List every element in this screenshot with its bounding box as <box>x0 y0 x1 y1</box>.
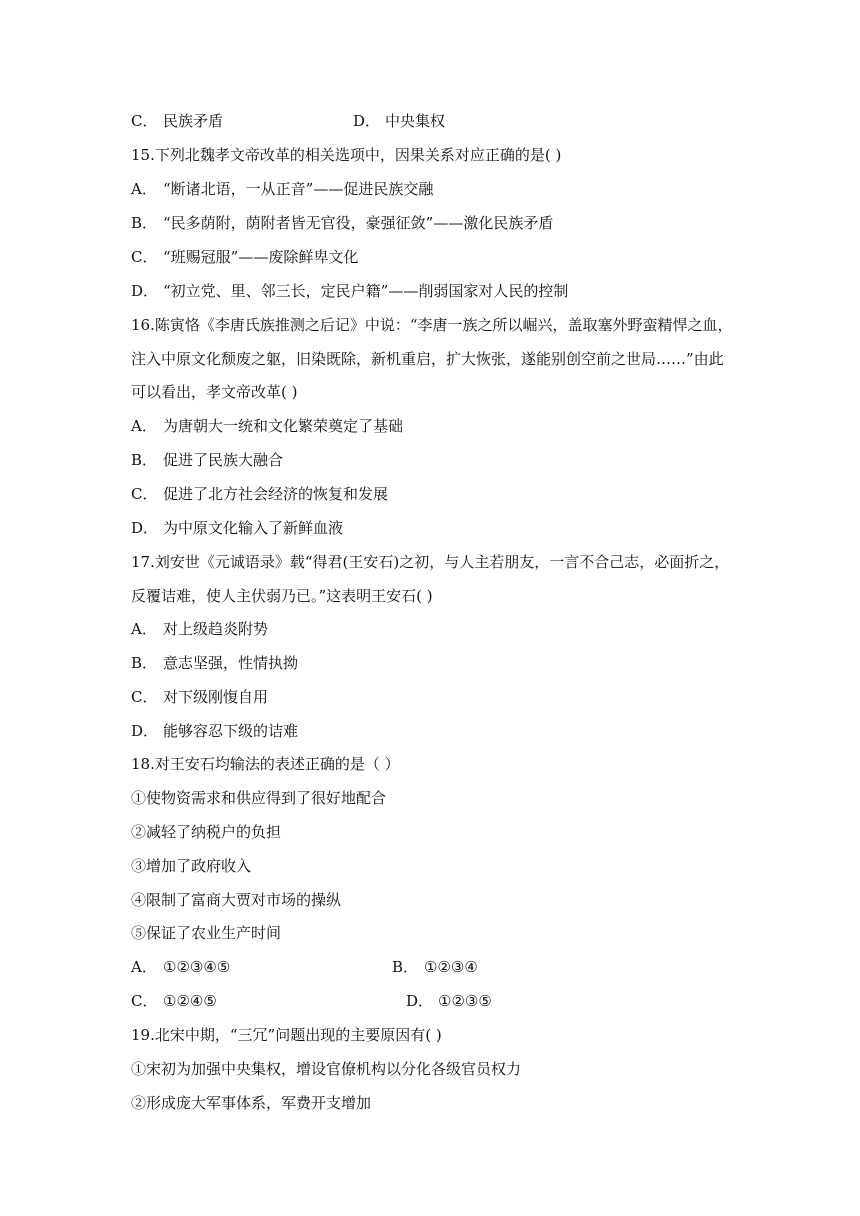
option-text: “班赐冠服”——废除鲜卑文化 <box>163 248 359 266</box>
q18-stem: 18.对王安石均输法的表述正确的是（ ） <box>131 755 400 773</box>
option-text: 能够容忍下级的诘难 <box>163 722 299 740</box>
q19-item: ①宋初为加强中央集权，增设官僚机构以分化各级官员权力 <box>131 1060 522 1078</box>
option-label: A． <box>131 958 157 976</box>
option-label: B． <box>131 214 158 232</box>
option-text: 促进了北方社会经济的恢复和发展 <box>163 485 389 503</box>
q17-stem-line: 反覆诘难，使人主伏弱乃已。”这表明王安石( ) <box>131 587 433 605</box>
option-text: 民族矛盾 <box>163 112 224 130</box>
q17-option-b <box>131 653 298 673</box>
option-label: D． <box>406 992 434 1010</box>
q16-stem-line: 注入中原文化颓废之躯，旧染既除，新机重启，扩大恢张，遂能别创空前之世局……”由此 <box>131 350 724 368</box>
q17-option-c <box>131 687 268 707</box>
option-label: D． <box>131 282 159 300</box>
option-label: A． <box>131 620 157 638</box>
q15-option-c <box>131 247 358 267</box>
option-label: C． <box>131 688 158 706</box>
q18-item: ④限制了富商大贾对市场的操纵 <box>131 891 342 909</box>
option-text: ①②③④⑤ <box>163 958 231 976</box>
option-text: 为唐朝大一统和文化繁荣奠定了基础 <box>163 417 404 435</box>
q19-item: ②形成庞大军事体系，军费开支增加 <box>131 1094 372 1112</box>
option-text: ①②③⑤ <box>438 992 492 1010</box>
option-text: ①②③④ <box>424 958 478 976</box>
option-text: 对上级趋炎附势 <box>163 620 269 638</box>
option-label: A． <box>131 180 157 198</box>
q14-option-d <box>353 111 445 131</box>
option-label: C． <box>131 112 158 130</box>
q19-stem: 19.北宋中期，“三冗”问题出现的主要原因有( ) <box>131 1026 442 1044</box>
option-text: ①②④⑤ <box>163 992 217 1010</box>
q18-item: ①使物资需求和供应得到了很好地配合 <box>131 789 387 807</box>
q18-item: ⑤保证了农业生产时间 <box>131 924 282 942</box>
option-text: 对下级刚愎自用 <box>163 688 269 706</box>
option-label: D． <box>353 112 381 130</box>
q16-option-c <box>131 484 388 504</box>
option-text: 促进了民族大融合 <box>163 451 284 469</box>
q15-option-b <box>131 213 553 233</box>
option-label: D． <box>131 722 159 740</box>
option-text: “断诸北语，一从正音”——促进民族交融 <box>163 180 434 198</box>
q18-item: ②减轻了纳税户的负担 <box>131 823 282 841</box>
option-label: B． <box>392 958 419 976</box>
q18-item: ③增加了政府收入 <box>131 857 252 875</box>
option-label: C． <box>131 248 158 266</box>
q16-option-d <box>131 518 343 538</box>
q16-option-b <box>131 450 283 470</box>
option-text: 中央集权 <box>385 112 446 130</box>
q14-option-c <box>131 111 223 131</box>
option-label: B． <box>131 654 158 672</box>
option-label: B． <box>131 451 158 469</box>
q16-stem-line: 16.陈寅恪《李唐氏族推测之后记》中说：“李唐一族之所以崛兴，盖取塞外野蛮精悍之血， <box>131 316 733 334</box>
option-text: 为中原文化输入了新鲜血液 <box>163 519 344 537</box>
q18-option-b <box>392 957 478 977</box>
option-text: “初立党、里、邻三长，定民户籍”——削弱国家对人民的控制 <box>163 282 569 300</box>
q17-stem-line: 17.刘安世《元诚语录》载“得君(王安石)之初，与人主若朋友，一言不合己志，必面折之， <box>131 553 730 571</box>
option-label: C． <box>131 992 158 1010</box>
q18-option-a <box>131 957 230 977</box>
q15-stem: 15.下列北魏孝文帝改革的相关选项中，因果关系对应正确的是( ) <box>131 146 562 164</box>
q18-option-c <box>131 991 217 1011</box>
q17-option-d <box>131 721 298 741</box>
q17-option-a <box>131 619 268 639</box>
q16-option-a <box>131 416 403 436</box>
q15-option-a <box>131 179 433 199</box>
q15-option-d <box>131 281 568 301</box>
option-label: A． <box>131 417 157 435</box>
option-text: 意志坚强，性情执拗 <box>163 654 299 672</box>
option-label: C． <box>131 485 158 503</box>
q16-stem-line: 可以看出，孝文帝改革( ) <box>131 383 298 401</box>
option-text: “民多荫附，荫附者皆无官役，豪强征敛”——激化民族矛盾 <box>163 214 554 232</box>
q18-option-d <box>406 991 492 1011</box>
option-label: D． <box>131 519 159 537</box>
